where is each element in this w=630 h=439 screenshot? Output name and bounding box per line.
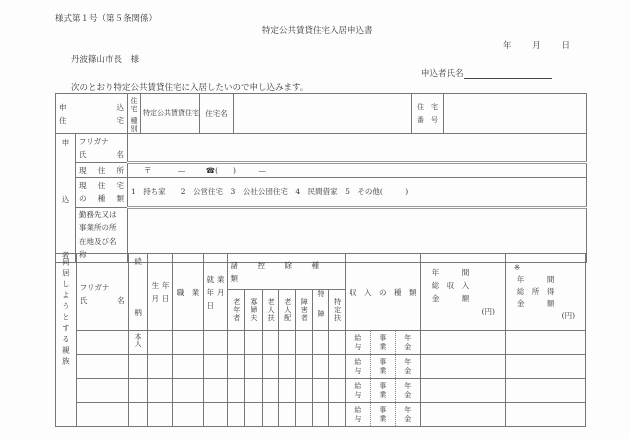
deductions-header: 諸 控 除 種 類 <box>228 254 345 290</box>
annual-earnings-cell[interactable] <box>505 403 585 427</box>
applicant-side-label: 申 込 者 <box>56 134 76 263</box>
birthdate-cell[interactable] <box>148 331 173 355</box>
occupation-cell[interactable] <box>173 379 203 403</box>
income-salary[interactable]: 給与 <box>353 334 362 352</box>
income-business[interactable]: 事業 <box>370 379 395 402</box>
deduction-cell[interactable] <box>245 331 263 355</box>
annual-income-cell[interactable] <box>420 379 505 403</box>
deduction-cell[interactable] <box>329 331 346 355</box>
deduction-cell[interactable] <box>279 331 296 355</box>
deduction-cell[interactable] <box>245 355 263 379</box>
occupation-cell[interactable] <box>173 331 203 355</box>
income-pension[interactable]: 年金 <box>395 355 420 378</box>
income-type-cell[interactable] <box>345 331 420 355</box>
housing-kind-label: 現 住 宅 の 種 類 <box>76 178 128 207</box>
income-type-cell[interactable] <box>345 379 420 403</box>
deduction-cell[interactable] <box>262 331 279 355</box>
address-field[interactable]: 〒 — ☎( ) — <box>128 163 587 178</box>
deduction-cell[interactable] <box>296 355 313 379</box>
table-row <box>56 331 586 355</box>
deduction-cell[interactable] <box>296 379 313 403</box>
deduction-cell[interactable] <box>279 403 296 427</box>
birthdate-cell[interactable] <box>148 379 173 403</box>
deduction-cell[interactable] <box>228 403 245 427</box>
income-type-cell[interactable] <box>345 355 420 379</box>
day-label: 日 <box>561 41 570 51</box>
deduction-special-disabled: 特障 <box>312 290 329 331</box>
deduction-cell[interactable] <box>312 403 329 427</box>
applicant-name-field[interactable] <box>128 134 587 163</box>
income-type-cell[interactable] <box>345 403 420 427</box>
furigana-name-header: フリガナ 氏 名 <box>76 254 128 331</box>
relation-cell[interactable]: 本人 <box>128 331 148 355</box>
employment-date-cell[interactable] <box>203 403 228 427</box>
household-side-label: 同居しようとする親族 <box>56 254 77 427</box>
relation-cell[interactable] <box>128 379 148 403</box>
annual-income-header: 年 間 総 収 入 金 額 (円) <box>420 254 505 331</box>
housing-type-value: 特定公共賃貸住宅 <box>143 109 199 117</box>
housing-kind-options[interactable]: 1 持ち家 2 公営住宅 3 公社公団住宅 4 民間借家 5 その他( ) <box>128 178 587 207</box>
applicant-table <box>55 93 587 263</box>
form-number: 様式第１号（第５条関係） <box>55 14 158 24</box>
annual-earnings-cell[interactable] <box>505 355 585 379</box>
table-row <box>56 379 586 403</box>
housing-number-field[interactable] <box>444 94 587 134</box>
deduction-cell[interactable] <box>262 379 279 403</box>
income-business[interactable]: 事業 <box>370 355 395 378</box>
household-table <box>55 253 586 427</box>
relation-cell[interactable] <box>128 403 148 427</box>
furigana-name-label: フリガナ 氏 名 <box>76 134 128 163</box>
addressee: 丹波篠山市長 様 <box>71 55 140 65</box>
occupation-header: 職 業 <box>173 254 203 331</box>
deduction-cell[interactable] <box>262 403 279 427</box>
income-pension[interactable]: 年金 <box>395 403 420 426</box>
form-title: 特定公共賃貸住宅入居申込書 <box>262 26 373 36</box>
income-pension[interactable]: 年金 <box>395 379 420 402</box>
deduction-cell[interactable] <box>329 379 346 403</box>
annual-earnings-header: ※ 年 間 総 所 得 金 額 (円) <box>505 254 585 331</box>
name-cell[interactable] <box>76 403 128 427</box>
birthdate-cell[interactable] <box>148 355 173 379</box>
housing-number-label: 住 宅 番 号 <box>412 94 444 134</box>
employment-date-header: 就 業 年 月 日 <box>203 254 228 331</box>
deduction-cell[interactable] <box>312 331 329 355</box>
occupation-cell[interactable] <box>173 355 203 379</box>
deduction-cell[interactable] <box>312 355 329 379</box>
income-business[interactable]: 事業 <box>370 331 395 354</box>
table-row <box>56 403 586 427</box>
deduction-cell[interactable] <box>245 403 263 427</box>
year-label: 年 <box>503 41 512 51</box>
deduction-cell[interactable] <box>329 355 346 379</box>
deduction-cell[interactable] <box>262 355 279 379</box>
workplace-label: 勤務先又は 事業所の所 在地及び名 称 <box>76 207 128 262</box>
deduction-elderly-dependent: 老人扶 <box>262 290 279 331</box>
employment-date-cell[interactable] <box>203 379 228 403</box>
deduction-cell[interactable] <box>228 331 245 355</box>
income-salary[interactable]: 給与 <box>353 406 362 424</box>
birthdate-header: 生 年 月 日 <box>148 254 173 331</box>
deduction-elderly: 老年者 <box>228 290 245 331</box>
applicant-name-label: 申込者氏名 <box>421 69 464 79</box>
annual-earnings-cell[interactable] <box>505 379 585 403</box>
table-row <box>56 355 586 379</box>
deduction-disabled: 障害者 <box>296 290 313 331</box>
housing-type-cell: 住宅 種別 特定公共賃貸住宅 <box>128 94 200 134</box>
applicant-name-line <box>421 67 552 79</box>
relation-header: 続 柄 <box>128 254 148 331</box>
deduction-widow: 寡婦夫 <box>245 290 263 331</box>
employment-date-cell[interactable] <box>203 331 228 355</box>
apply-housing-label: 申 込 住 宅 <box>56 94 128 134</box>
date-line <box>503 39 588 51</box>
deduction-specific-dependent: 特定扶 <box>329 290 346 331</box>
deduction-cell[interactable] <box>329 403 346 427</box>
deduction-elderly-spouse: 老人配 <box>279 290 296 331</box>
deduction-cell[interactable] <box>312 379 329 403</box>
income-types-header: 収 入 の 種 類 <box>345 254 420 331</box>
income-pension[interactable]: 年金 <box>395 331 420 354</box>
deduction-cell[interactable] <box>228 355 245 379</box>
income-salary[interactable]: 給与 <box>353 358 362 376</box>
deduction-cell[interactable] <box>228 379 245 403</box>
annual-income-cell[interactable] <box>420 355 505 379</box>
income-salary[interactable]: 給与 <box>353 382 362 400</box>
birthdate-cell[interactable] <box>148 403 173 427</box>
deduction-cell[interactable] <box>245 379 263 403</box>
occupation-cell[interactable] <box>173 403 203 427</box>
deduction-cell[interactable] <box>296 403 313 427</box>
deduction-cell[interactable] <box>296 331 313 355</box>
deduction-cell[interactable] <box>279 379 296 403</box>
housing-name-label: 住宅名 <box>200 94 234 134</box>
name-cell[interactable] <box>76 355 128 379</box>
intro-text: 次のとおり特定公共賃貸住宅に入居したいので申し込みます。 <box>71 83 309 93</box>
annual-earnings-cell[interactable] <box>505 331 585 355</box>
annual-income-cell[interactable] <box>420 331 505 355</box>
relation-cell[interactable] <box>128 355 148 379</box>
address-label: 現 住 所 <box>76 163 128 178</box>
month-label: 月 <box>532 41 541 51</box>
income-business[interactable]: 事業 <box>370 403 395 426</box>
housing-name-field[interactable] <box>234 94 412 134</box>
name-cell[interactable] <box>76 331 128 355</box>
annual-income-cell[interactable] <box>420 403 505 427</box>
applicant-name-field[interactable] <box>464 70 552 79</box>
deduction-cell[interactable] <box>279 355 296 379</box>
employment-date-cell[interactable] <box>203 355 228 379</box>
name-cell[interactable] <box>76 379 128 403</box>
